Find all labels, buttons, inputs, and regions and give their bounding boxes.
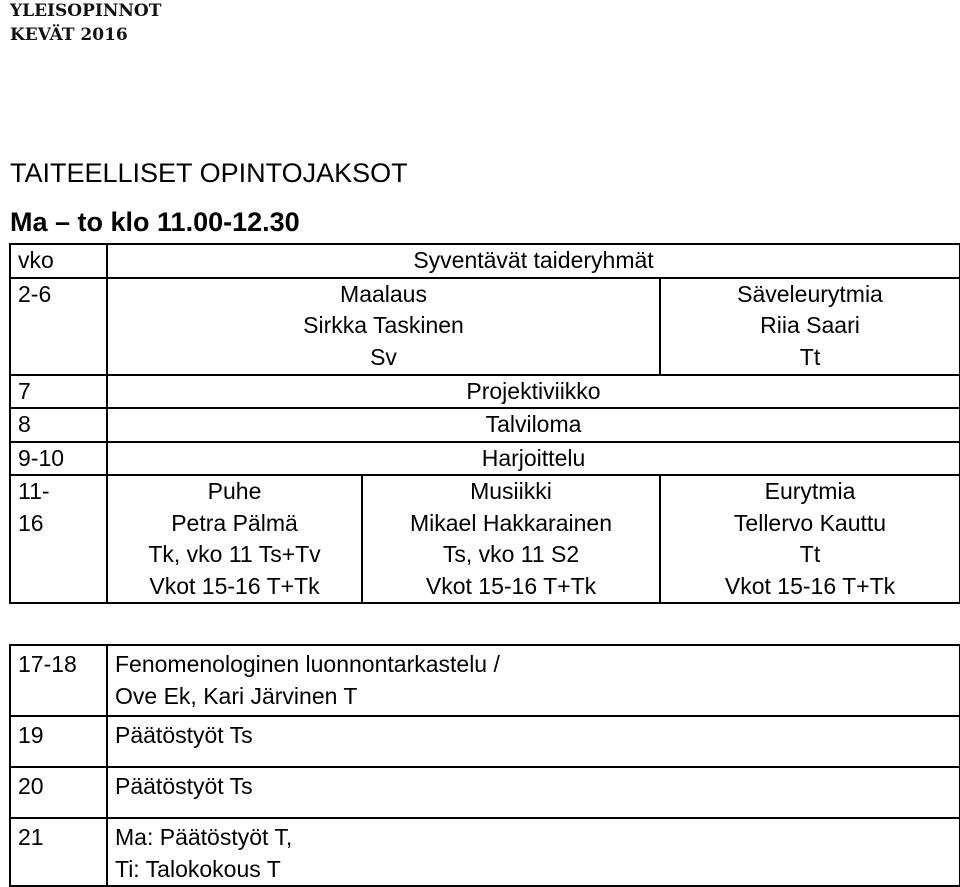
table-header-row (10, 244, 960, 278)
course-cell (107, 278, 660, 375)
activity-cell (107, 767, 960, 818)
table-row (10, 442, 960, 476)
week-cell: 20 (10, 767, 107, 818)
table-row (10, 408, 960, 442)
later-weeks-table (9, 644, 960, 887)
teacher-name: Riia Saari (760, 312, 860, 338)
header-line-2: KEVÄT 2016 (10, 25, 128, 45)
week-cell: 9-10 (10, 442, 107, 476)
course-name: Maalaus (340, 280, 427, 307)
activity-cell (107, 645, 960, 716)
room-code: Sv (370, 343, 397, 370)
course-name: Eurytmia (764, 478, 856, 504)
week-header: vko (10, 244, 107, 278)
room-code: Tt (799, 343, 821, 370)
week-note: Vkot 15-16 T+Tk (425, 572, 597, 599)
activity-line: Fenomenologinen luonnontarkastelu / (115, 651, 500, 677)
room-code: Ts, vko 11 S2 (442, 541, 580, 567)
course-cell (362, 475, 660, 603)
teacher-name: Petra Pälmä (171, 509, 298, 536)
activity-line: Ma: Päätöstyöt T, (115, 824, 293, 850)
course-name: Musiikki (470, 478, 552, 504)
table-row (10, 278, 960, 375)
week-cell: 21 (10, 818, 107, 886)
table-row (10, 375, 960, 409)
course-cell (660, 278, 960, 375)
page-title: TAITEELLISET OPINTOJAKSOT (10, 158, 408, 188)
group-header: Syventävät taideryhmät (107, 244, 960, 278)
schedule-table (9, 243, 960, 604)
week-end: 16 (18, 509, 44, 536)
table-row (10, 475, 960, 603)
page-subtitle: Ma – to klo 11.00-12.30 (10, 207, 300, 237)
week-cell: 2-6 (10, 278, 107, 375)
week-note: Vkot 15-16 T+Tk (149, 572, 320, 599)
room-code: Tt (799, 541, 821, 567)
course-cell (660, 475, 960, 603)
week-cell: 8 (10, 408, 107, 442)
table-row (10, 767, 960, 818)
week-start: 11- (18, 478, 50, 504)
activity-cell (107, 818, 960, 886)
teacher-name: Tellervo Kauttu (733, 509, 887, 536)
week-cell: 7 (10, 375, 107, 409)
week-note: Vkot 15-16 T+Tk (724, 572, 896, 599)
activity-line: Päätöstyöt Ts (115, 722, 253, 748)
room-code: Tk, vko 11 Ts+Tv (148, 541, 321, 567)
event-cell: Projektiviikko (107, 375, 960, 409)
activity-cell (107, 716, 960, 767)
table-row (10, 818, 960, 886)
activity-line: Ove Ek, Kari Järvinen T (115, 682, 358, 709)
week-cell: 19 (10, 716, 107, 767)
event-cell: Harjoittelu (107, 442, 960, 476)
course-name: Puhe (207, 478, 262, 504)
table-row (10, 645, 960, 716)
teacher-name: Mikael Hakkarainen (410, 509, 612, 536)
header-line-1: YLEISOPINNOT (10, 1, 162, 21)
course-cell (107, 475, 362, 603)
event-cell: Talviloma (107, 408, 960, 442)
week-cell: 17-18 (10, 645, 107, 716)
teacher-name: Sirkka Taskinen (303, 312, 464, 338)
table-row (10, 716, 960, 767)
course-name: Säveleurytmia (737, 280, 883, 307)
activity-line: Ti: Talokokous T (115, 855, 281, 882)
week-cell (10, 475, 107, 603)
activity-line: Päätöstyöt Ts (115, 773, 253, 799)
